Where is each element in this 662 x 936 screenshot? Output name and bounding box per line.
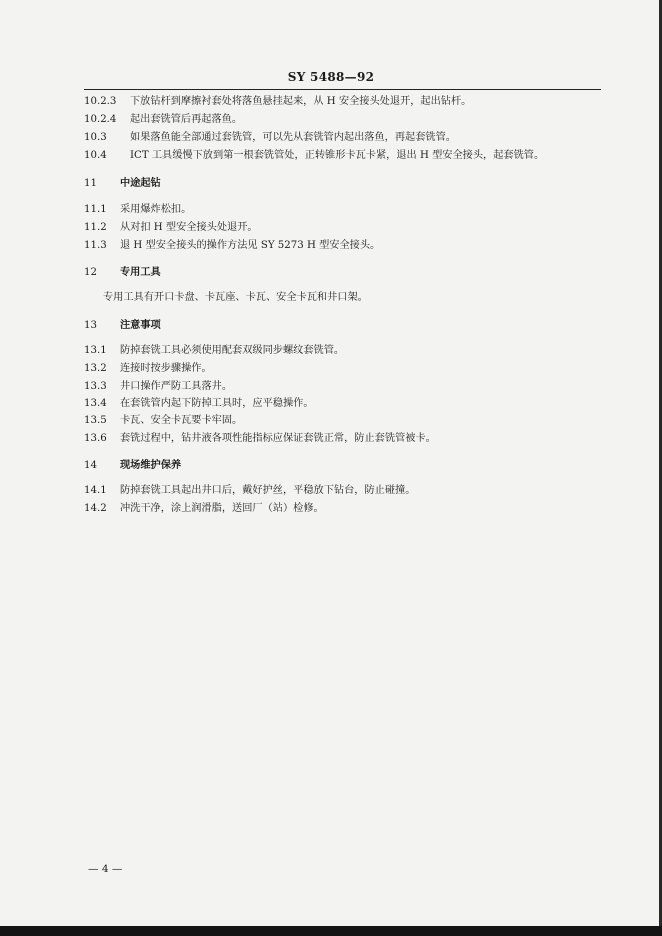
section-number: 11 [84,178,97,189]
standard-code: SY 5488—92 [287,70,375,84]
clause-number: 10.3 [84,132,107,143]
clause-10-3 [84,131,456,145]
clause-text: 起出套铣管后再起落鱼。 [130,114,243,125]
scan-edge-bottom [0,926,662,936]
clause-13-3 [84,380,232,394]
clause-number: 14.1 [84,485,107,496]
section-number: 13 [84,320,97,331]
clause-number: 14.2 [84,503,107,514]
section-14-heading [84,458,181,473]
clause-number: 13.1 [84,345,107,356]
clause-10-4 [84,149,544,163]
clause-text: 在套铣管内起下防掉工具时，应平稳操作。 [120,398,314,409]
clause-text: 井口操作严防工具落井。 [120,381,233,392]
clause-text: 下放钻杆到摩擦衬套处将落鱼悬挂起来，从 H 安全接头处退开，起出钻杆。 [130,96,472,107]
clause-10-2-3 [84,95,471,109]
section-title: 现场维护保养 [120,459,182,471]
section-title: 专用工具 [120,266,161,278]
section-13-heading [84,318,161,333]
clause-number: 13.4 [84,398,107,409]
page-number: — 4 — [88,863,123,875]
section-title: 中途起钻 [120,177,161,189]
clause-13-4 [84,397,314,411]
clause-number: 11.2 [84,222,107,233]
clause-number: 13.2 [84,363,107,374]
clause-13-1 [84,344,344,358]
clause-text: 套铣过程中，钻井液各项性能指标应保证套铣正常，防止套铣管被卡。 [120,433,436,444]
clause-text: 采用爆炸松扣。 [120,204,192,215]
clause-number: 11.1 [84,204,107,215]
clause-text: ICT 工具缓慢下放到第一根套铣管处，正转锥形卡瓦卡紧，退出 H 型安全接头，起套铣管。 [130,150,545,161]
clause-text: 防掉套铣工具必须使用配套双级同步螺纹套铣管。 [120,345,345,356]
clause-text: 从对扣 H 型安全接头处退开。 [120,222,258,233]
section-title: 注意事项 [120,319,161,331]
clause-number: 10.2.4 [84,114,117,125]
clause-13-2 [84,362,212,376]
clause-number: 10.2.3 [84,96,117,107]
clause-number: 13.3 [84,381,107,392]
clause-14-1 [84,484,415,498]
clause-number: 13.5 [84,415,107,426]
clause-11-1 [84,203,191,217]
clause-text: 冲洗干净，涂上润滑脂，送回厂（站）检修。 [120,503,324,514]
section-11-heading [84,176,161,191]
clause-13-6 [84,432,436,446]
clause-14-2 [84,502,324,516]
section-number: 12 [84,267,97,278]
section-12-paragraph: 专用工具有开口卡盘、卡瓦座、卡瓦、安全卡瓦和井口架。 [103,292,368,303]
clause-number: 11.3 [84,240,107,251]
clause-text: 如果落鱼能全部通过套铣管，可以先从套铣管内起出落鱼，再起套铣管。 [130,132,456,143]
clause-13-5 [84,414,242,428]
section-number: 14 [84,460,97,471]
clause-text: 连接时按步骤操作。 [120,363,212,374]
clause-11-2 [84,221,258,235]
clause-text: 防掉套铣工具起出井口后，戴好护丝，平稳放下钻台，防止碰撞。 [120,485,416,496]
header-divider [84,89,601,90]
clause-11-3 [84,239,380,253]
clause-text: 卡瓦、安全卡瓦要卡牢固。 [120,415,243,426]
clause-number: 13.6 [84,433,107,444]
clause-text: 退 H 型安全接头的操作方法见 SY 5273 H 型安全接头。 [120,240,381,251]
clause-number: 10.4 [84,150,107,161]
section-12-heading [84,265,161,280]
clause-10-2-4 [84,113,242,127]
